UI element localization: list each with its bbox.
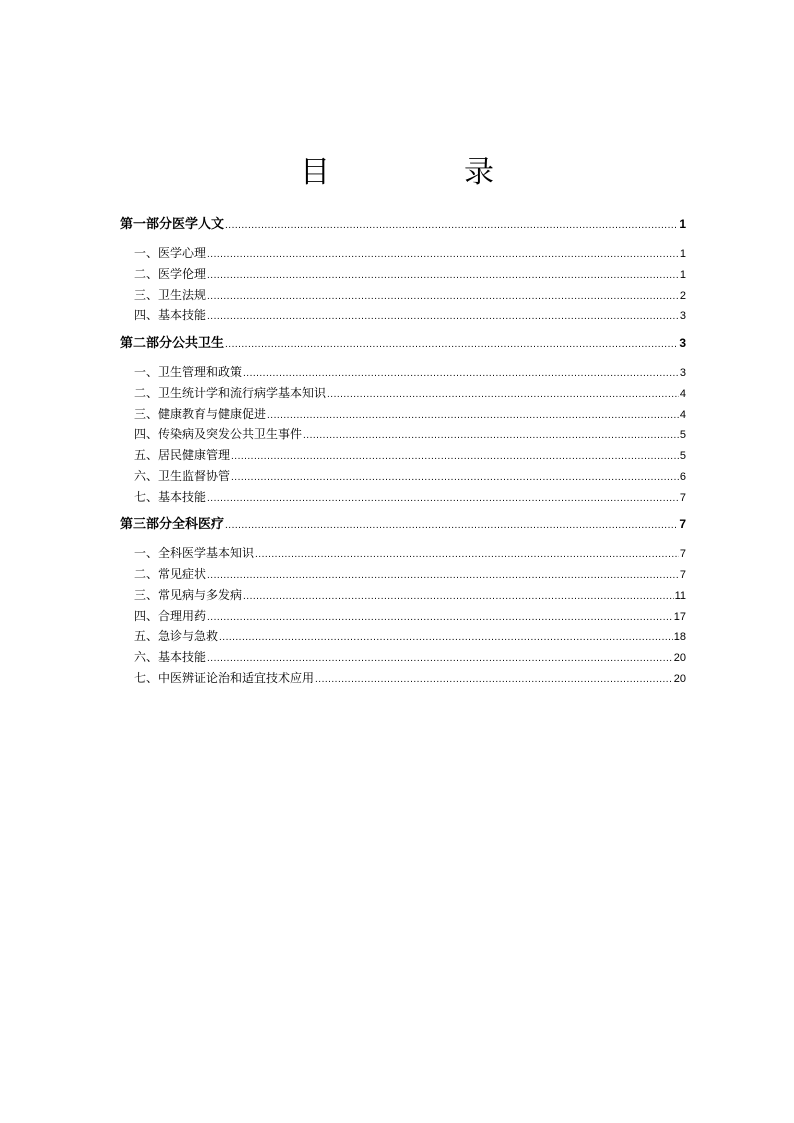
toc-entry-label: 二、常见症状 bbox=[134, 567, 207, 581]
toc-page-number: 1 bbox=[679, 217, 686, 231]
toc-entry[interactable] bbox=[120, 445, 686, 466]
toc-entry-label: 六、基本技能 bbox=[134, 650, 207, 664]
toc-entry-label: 一、全科医学基本知识 bbox=[134, 546, 255, 561]
toc-page-number: 7 bbox=[679, 569, 686, 581]
toc-entry[interactable] bbox=[120, 606, 686, 627]
toc-page-number: 3 bbox=[679, 310, 686, 323]
toc-page-number: 2 bbox=[679, 289, 686, 302]
toc-page-number: 17 bbox=[673, 610, 686, 623]
toc-dot-leader bbox=[207, 305, 679, 328]
toc-page-number: 20 bbox=[673, 672, 686, 685]
toc-entry[interactable] bbox=[120, 404, 686, 425]
toc-entry-label: 四、合理用药 bbox=[134, 608, 207, 623]
toc-entry-label: 第二部分公共卫生 bbox=[120, 336, 225, 351]
toc-entry-section[interactable] bbox=[120, 513, 686, 534]
toc-page-number: 7 bbox=[679, 491, 686, 504]
toc-page-number: 5 bbox=[679, 429, 686, 442]
toc-entry-label: 第一部分医学人文 bbox=[120, 217, 225, 232]
toc-page-number: 7 bbox=[679, 548, 686, 561]
toc-entry-label: 第三部分全科医疗 bbox=[120, 517, 225, 533]
toc-dot-leader bbox=[219, 626, 673, 649]
toc-dot-leader bbox=[303, 424, 679, 447]
toc-entry-label: 三、卫生法规 bbox=[134, 287, 207, 302]
toc-entry[interactable] bbox=[120, 626, 686, 647]
toc-entry-label: 四、传染病及突发公共卫生事件 bbox=[134, 427, 303, 442]
toc-section-1 bbox=[120, 213, 686, 326]
toc-entry[interactable] bbox=[120, 243, 686, 264]
toc-entry[interactable] bbox=[120, 466, 686, 487]
toc-entry[interactable] bbox=[120, 264, 686, 285]
toc-page-number: 4 bbox=[679, 387, 686, 400]
toc-page-number: 7 bbox=[679, 517, 686, 532]
toc-dot-leader bbox=[225, 332, 678, 355]
toc-dot-leader bbox=[207, 243, 679, 266]
toc-dot-leader bbox=[243, 362, 679, 385]
toc-entry[interactable] bbox=[120, 668, 686, 689]
toc-entry-label: 一、卫生管理和政策 bbox=[134, 365, 243, 379]
toc-page-number: 18 bbox=[673, 631, 686, 644]
toc-entry-section[interactable] bbox=[120, 332, 686, 353]
toc-page-number: 20 bbox=[673, 652, 686, 664]
toc-entry-label: 二、卫生统计学和流行病学基本知识 bbox=[134, 385, 327, 400]
toc-page-number: 1 bbox=[679, 268, 686, 281]
toc-dot-leader bbox=[267, 404, 679, 427]
toc-dot-leader bbox=[315, 668, 673, 691]
toc-dot-leader bbox=[225, 213, 678, 236]
toc-dot-leader bbox=[207, 285, 679, 308]
table-of-contents bbox=[120, 213, 686, 689]
toc-page-number: 3 bbox=[679, 336, 686, 350]
toc-dot-leader bbox=[207, 264, 679, 287]
toc-entry-label: 三、常见病与多发病 bbox=[134, 587, 243, 602]
toc-dot-leader bbox=[231, 445, 679, 468]
toc-entry[interactable] bbox=[120, 362, 686, 383]
toc-page-number: 3 bbox=[679, 367, 686, 379]
toc-dot-leader bbox=[207, 487, 679, 510]
toc-entry[interactable] bbox=[120, 285, 686, 306]
toc-dot-leader bbox=[225, 513, 678, 536]
toc-entry-label: 三、健康教育与健康促进 bbox=[134, 406, 267, 421]
toc-entry[interactable] bbox=[120, 305, 686, 326]
toc-dot-leader bbox=[327, 383, 679, 406]
toc-entry-section[interactable] bbox=[120, 213, 686, 234]
toc-entry-label: 六、卫生监督协管 bbox=[134, 468, 231, 483]
toc-entry[interactable] bbox=[120, 543, 686, 564]
toc-entry-label: 一、医学心理 bbox=[134, 246, 207, 260]
toc-dot-leader bbox=[255, 543, 679, 566]
toc-entry-label: 二、医学伦理 bbox=[134, 266, 207, 281]
toc-entry-label: 七、中医辨证论治和适宜技术应用 bbox=[134, 670, 315, 685]
toc-dot-leader bbox=[243, 585, 674, 608]
toc-page-number: 5 bbox=[679, 450, 686, 462]
toc-page-number: 4 bbox=[679, 408, 686, 421]
toc-entry[interactable] bbox=[120, 383, 686, 404]
toc-entry-label: 四、基本技能 bbox=[134, 308, 207, 323]
page-title: 目 录 bbox=[300, 155, 546, 191]
toc-entry-label: 七、基本技能 bbox=[134, 489, 207, 504]
toc-entry-label: 五、居民健康管理 bbox=[134, 448, 231, 462]
toc-entry[interactable] bbox=[120, 424, 686, 445]
toc-section-2 bbox=[120, 332, 686, 507]
toc-page-number: 11 bbox=[674, 589, 686, 602]
toc-dot-leader bbox=[207, 647, 673, 670]
toc-entry[interactable] bbox=[120, 487, 686, 508]
toc-page-number: 1 bbox=[679, 248, 686, 260]
toc-dot-leader bbox=[207, 564, 679, 587]
toc-entry[interactable] bbox=[120, 564, 686, 585]
toc-section-3 bbox=[120, 513, 686, 688]
toc-entry[interactable] bbox=[120, 647, 686, 668]
toc-page-number: 6 bbox=[679, 470, 686, 483]
toc-entry-label: 五、急诊与急救 bbox=[134, 629, 219, 644]
toc-dot-leader bbox=[231, 466, 679, 489]
toc-entry[interactable] bbox=[120, 585, 686, 606]
toc-dot-leader bbox=[207, 606, 673, 629]
